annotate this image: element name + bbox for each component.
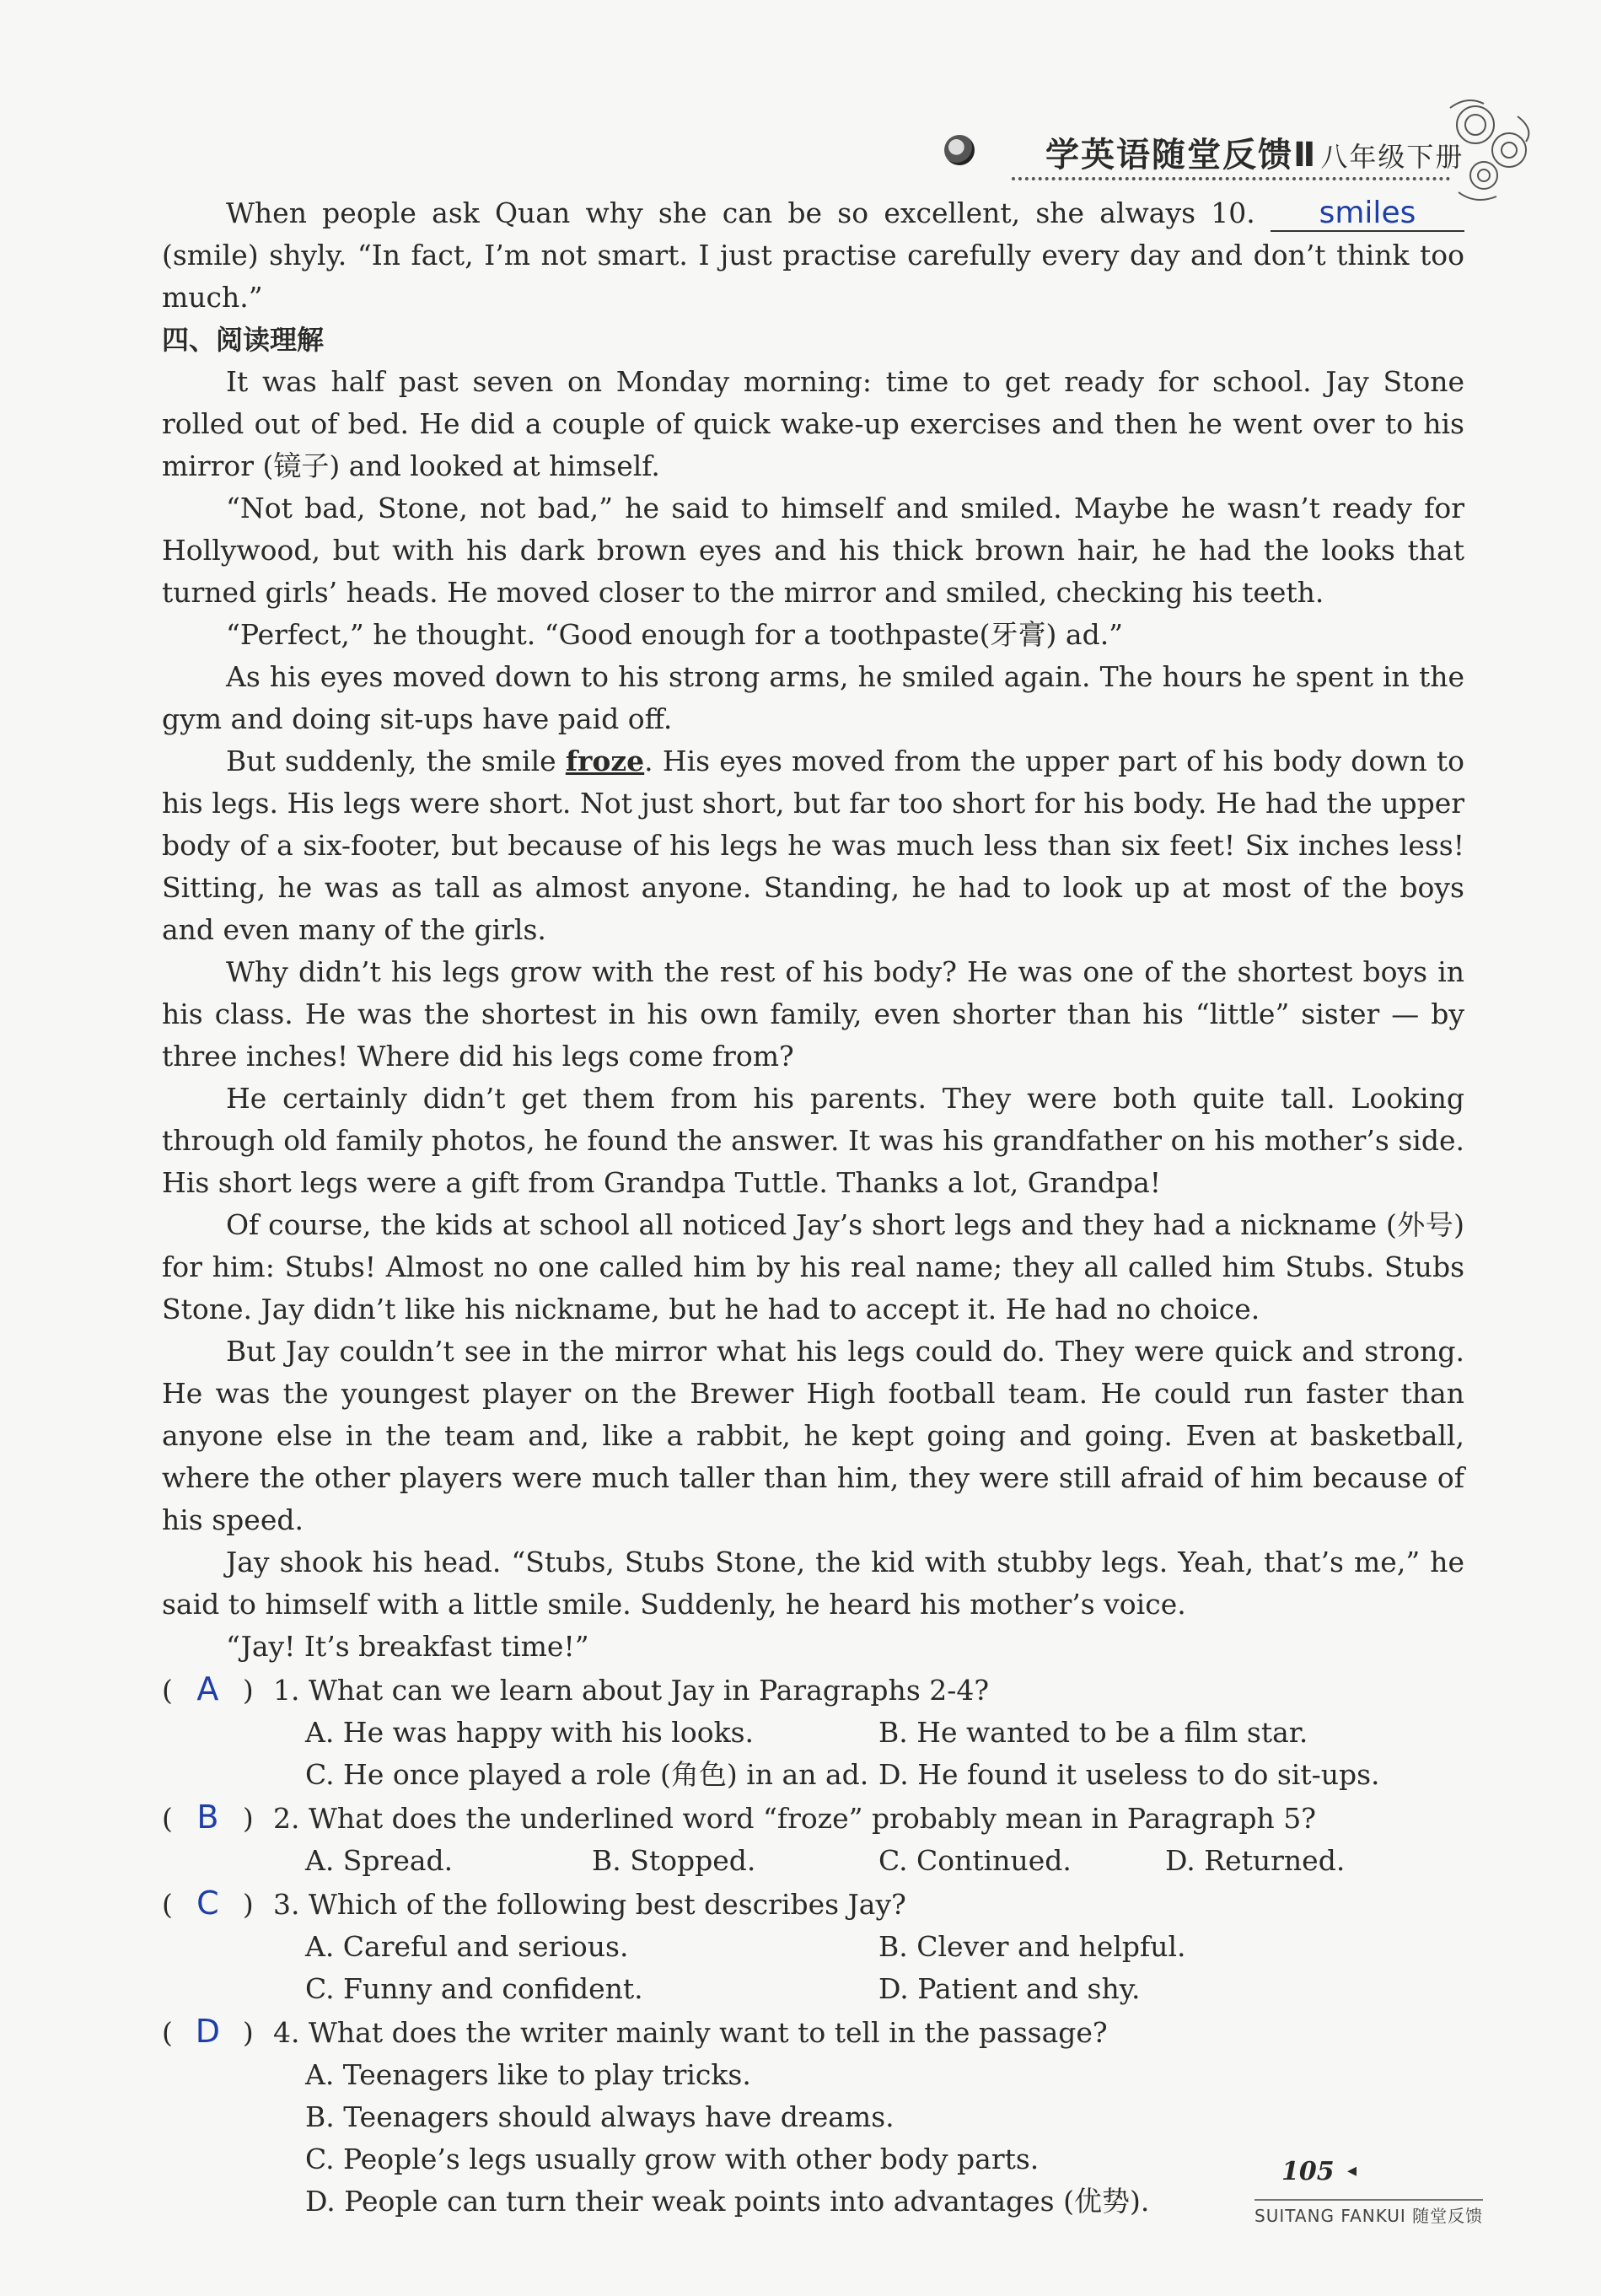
option: A. Careful and serious. <box>305 1930 629 1963</box>
page-header <box>944 125 1484 192</box>
passage-paragraph: But suddenly, the smile froze. His eyes moved from the upper part of his body down to his legs. His legs were short. Not just short, but far too short for his body. He had the upper body of a six-footer, but because of his legs he was much less than six feet! Six inches less! Sitting, he was as tall as almost anyone. Standing, he had to look up at most of the boys and even many of the girls. <box>162 745 1464 946</box>
question-text: 4. What does the writer mainly want to tell in the passage? <box>273 2016 1108 2049</box>
page-content <box>162 192 1464 2223</box>
logo-icon <box>944 135 975 165</box>
options <box>305 2054 1464 2223</box>
option: A. Teenagers like to play tricks. <box>305 2058 751 2091</box>
passage-paragraph: But Jay couldn’t see in the mirror what his legs could do. They were quick and strong. He was the youngest player on the Brewer High football team. He could run faster than anyone else in the team and, like a rabbit, he kept going and going. Even at basketball, where the other players were much taller than him, they were still afraid of him because of his speed. <box>162 1335 1464 1536</box>
option: A. He was happy with his looks. <box>305 1716 755 1749</box>
passage-paragraph: Jay shook his head. “Stubs, Stubs Stone, the kid with stubby legs. Yeah, that’s me,” he said to himself with a little smile. Suddenly, he heard his mother’s voice. <box>162 1546 1464 1621</box>
handwritten-answer: D <box>195 2013 220 2050</box>
passage-paragraph: It was half past seven on Monday morning: time to get ready for school. Jay Stone rolled out of bed. He did a couple of quick wake-up exercises and then he went over to his mirror (镜子) and looked at himself. <box>162 365 1464 482</box>
footer-brand: SUITANG FANKUI 随堂反馈 <box>1254 2199 1483 2227</box>
option: C. Continued. <box>878 1844 1072 1877</box>
question-3 <box>162 1882 1464 2010</box>
grade-label: 八年级下册 <box>1320 141 1464 173</box>
answer-paren: ( A ) <box>162 1668 273 1712</box>
option: B. Clever and helpful. <box>878 1930 1186 1963</box>
page-number: 105 <box>1281 2157 1335 2186</box>
option: D. He found it useless to do sit-ups. <box>878 1758 1380 1791</box>
option: B. He wanted to be a film star. <box>878 1716 1308 1749</box>
question-text: 2. What does the underlined word “froze” probably mean in Paragraph 5? <box>273 1802 1316 1835</box>
underlined-word: froze <box>565 745 645 777</box>
handwritten-answer: B <box>196 1799 219 1836</box>
passage-paragraph: “Jay! It’s breakfast time!” <box>226 1630 589 1663</box>
option: C. He once played a role (角色) in an ad. <box>305 1758 869 1791</box>
option: B. Stopped. <box>592 1844 756 1877</box>
passage-paragraph: Of course, the kids at school all noticed Jay’s short legs and they had a nickname (外号) for him: Stubs! Almost no one called him by his real name; they all called him Stubs. Stubs Stone. Jay didn’t like his nickname, but he had to accept it. He had no choice. <box>162 1208 1464 1325</box>
answer-paren: ( C ) <box>162 1882 273 1926</box>
options <box>305 1840 1464 1882</box>
passage-paragraph: He certainly didn’t get them from his parents. They were both quite tall. Looking through old family photos, he found the answer. It was his grandfather on his mother’s side. His short legs were a gift from Grandpa Tuttle. Thanks a lot, Grandpa! <box>162 1082 1464 1199</box>
handwritten-answer: smiles <box>1319 196 1416 230</box>
options <box>305 1712 1464 1796</box>
flower-decoration-icon <box>1433 91 1543 209</box>
section-title: 四、阅读理解 <box>162 324 325 356</box>
answer-blank-10 <box>1271 196 1464 232</box>
handwritten-answer: A <box>196 1670 219 1707</box>
option: B. Teenagers should always have dreams. <box>305 2100 895 2133</box>
passage-paragraph: “Not bad, Stone, not bad,” he said to himself and smiled. Maybe he wasn’t ready for Hollywood, but with his dark brown eyes and his thick brown hair, he had the looks that turned girls’ heads. He moved closer to the mirror and smiled, checking his teeth. <box>162 492 1464 609</box>
option: D. Returned. <box>1165 1844 1346 1877</box>
question-2 <box>162 1796 1464 1882</box>
answer-paren: ( D ) <box>162 2010 273 2054</box>
book-title: 学英语随堂反馈Ⅱ 八年级下册 <box>1045 136 1464 175</box>
option: A. Spread. <box>305 1844 454 1877</box>
question-4 <box>162 2010 1464 2223</box>
handwritten-answer: C <box>196 1885 219 1922</box>
passage-paragraph: Why didn’t his legs grow with the rest of his body? He was one of the shortest boys in his class. He was the shortest in his own family, even shorter than his “little” sister — by three inches! Where did his legs come from? <box>162 955 1464 1073</box>
option: C. Funny and confident. <box>305 1972 643 2005</box>
header-divider <box>1012 177 1450 180</box>
question-text: 3. Which of the following best describes Jay? <box>273 1888 906 1921</box>
question-1 <box>162 1668 1464 1796</box>
option: D. People can turn their weak points into advantages (优势). <box>305 2185 1150 2218</box>
options <box>305 1926 1464 2010</box>
option: C. People’s legs usually grow with other body parts. <box>305 2143 1040 2175</box>
question-text: 1. What can we learn about Jay in Paragraphs 2-4? <box>273 1674 990 1707</box>
passage-paragraph: “Perfect,” he thought. “Good enough for a toothpaste(牙膏) ad.” <box>226 618 1124 651</box>
answer-paren: ( B ) <box>162 1796 273 1840</box>
arrow-left-icon: ◂ <box>1347 2160 1357 2181</box>
passage-paragraph: As his eyes moved down to his strong arms, he smiled again. The hours he spent in the gym and doing sit-ups have paid off. <box>162 660 1464 735</box>
option: D. Patient and shy. <box>878 1972 1141 2005</box>
intro-paragraph: When people ask Quan why she can be so excellent, she always 10. smiles (smile) shyly. “In fact, I’m not smart. I just practise carefully every day and don’t think too much.” <box>162 196 1464 314</box>
